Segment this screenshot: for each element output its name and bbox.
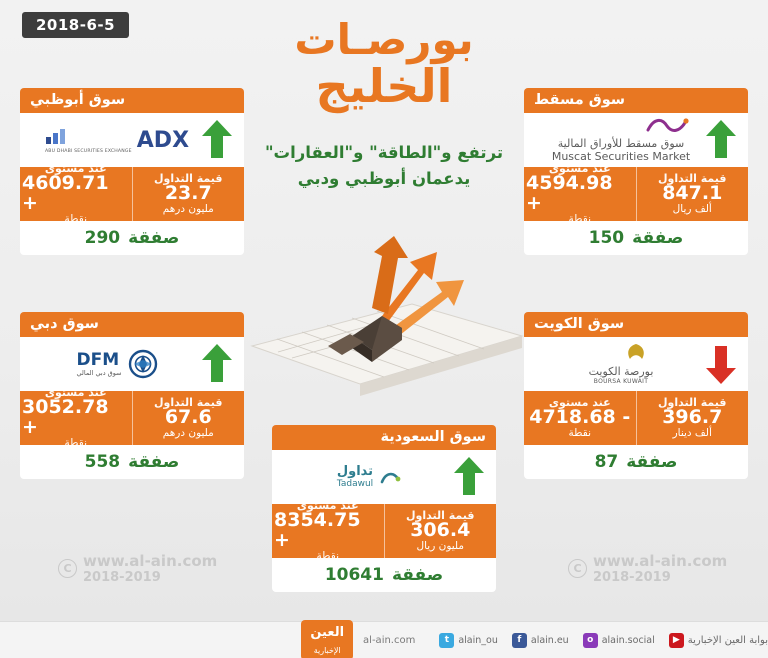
subheadline-line-1: ترتفع و"الطاقة" و"العقارات" xyxy=(264,143,504,162)
arrow-up-icon xyxy=(202,120,232,160)
facebook-icon: f xyxy=(512,633,527,648)
trade-value-saudi xyxy=(384,504,497,558)
index-level-unit: نقطة xyxy=(316,550,339,563)
trade-value-label: قيمة التداول xyxy=(154,171,223,185)
index-level-muscat xyxy=(524,161,636,226)
dfm-logo-mark xyxy=(128,349,158,379)
watermark-site: www.al-ain.com xyxy=(83,552,218,570)
trade-value-unit: مليون درهم xyxy=(162,427,214,440)
market-title-muscat: سوق مسقط xyxy=(524,88,748,113)
boursa-kuwait-logo xyxy=(536,344,706,384)
muscat-logo-mark xyxy=(644,116,690,134)
alain-logo-line-1: العين xyxy=(310,625,345,641)
index-level-number: 8354.75 + xyxy=(274,509,361,552)
arrow-up-icon xyxy=(706,120,736,160)
market-logo-row-kuwait xyxy=(524,337,748,391)
market-card-kuwait[interactable] xyxy=(524,312,748,479)
index-level-unit: نقطة xyxy=(568,427,591,440)
trade-value-dubai xyxy=(132,391,245,445)
index-level-number: 4718.68 - xyxy=(529,406,631,429)
headline-line-1: بورصـات xyxy=(294,15,474,64)
deals-count: 87 xyxy=(594,452,619,472)
tadawul-logo-line-1: تداول xyxy=(336,464,374,480)
trade-value-label: قيمة التداول xyxy=(154,395,223,409)
index-level-label: عند مستوى xyxy=(44,161,107,175)
dfm-logo-line-1: DFM xyxy=(76,350,120,371)
deals-count: 558 xyxy=(84,452,121,472)
alain-logo[interactable] xyxy=(301,620,353,658)
watermark-years: 2018-2019 xyxy=(593,570,671,585)
deals-row-dubai xyxy=(20,445,244,479)
social-links xyxy=(439,633,768,648)
deals-label: صفقة xyxy=(391,565,444,585)
index-level-unit: نقطة xyxy=(568,213,591,226)
watermark-site: www.al-ain.com xyxy=(593,552,728,570)
index-level-number: 4594.98 + xyxy=(526,172,613,215)
deals-row-muscat xyxy=(524,221,748,255)
deals-count: 290 xyxy=(84,228,121,248)
trade-value-kuwait xyxy=(636,391,749,445)
market-logo-row-muscat xyxy=(524,113,748,167)
kuwait-logo-line-2: BOURSA KUWAIT xyxy=(593,377,649,385)
muscat-securities-market-logo xyxy=(536,120,706,163)
index-level-unit: نقطة xyxy=(64,437,87,450)
index-level-label: عند مستوى xyxy=(548,395,611,409)
trade-value-label: قيمة التداول xyxy=(406,508,475,522)
market-card-dubai[interactable] xyxy=(20,312,244,479)
index-level-label: عند مستوى xyxy=(296,498,359,512)
copyright-icon: C xyxy=(58,559,77,578)
market-title-abudhabi: سوق أبوظبي xyxy=(20,88,244,113)
index-level-label: عند مستوى xyxy=(44,385,107,399)
market-title-saudi: سوق السعودية xyxy=(272,425,496,450)
trade-value-label: قيمة التداول xyxy=(658,395,727,409)
market-logo-row-saudi xyxy=(272,450,496,504)
watermark-left xyxy=(58,552,217,585)
trade-value-unit: مليون درهم xyxy=(162,203,214,216)
trade-value-label: قيمة التداول xyxy=(658,171,727,185)
growth-chart-illustration xyxy=(232,196,532,396)
deals-label: صفقة xyxy=(632,228,684,248)
deals-label: صفقة xyxy=(128,228,180,248)
adx-logo-line-2: ABU DHABI SECURITIES EXCHANGE xyxy=(44,149,132,155)
deals-count: 150 xyxy=(588,228,625,248)
tadawul-logo-line-2: Tadawul xyxy=(336,479,374,490)
market-card-abudhabi[interactable] xyxy=(20,88,244,255)
trade-value-number: 396.7 xyxy=(662,406,723,429)
deals-label: صفقة xyxy=(626,452,678,472)
tadawul-logo-mark xyxy=(379,466,401,488)
index-level-kuwait xyxy=(524,391,636,445)
social-item-twitter[interactable] xyxy=(439,633,498,648)
adx-logo-mark xyxy=(45,125,71,145)
deals-row-saudi xyxy=(272,558,496,592)
index-level-label: عند مستوى xyxy=(548,161,611,175)
index-level-saudi xyxy=(272,498,384,563)
index-level-unit: نقطة xyxy=(64,213,87,226)
deals-count: 10641 xyxy=(324,565,384,585)
footer-bar xyxy=(0,621,768,658)
social-handle-facebook: alain.eu xyxy=(530,634,569,646)
headline-line-2: الخليج xyxy=(315,59,453,114)
adx-logo xyxy=(32,120,202,160)
footer-site-url[interactable]: al-ain.com xyxy=(363,634,416,646)
index-level-abudhabi xyxy=(20,161,132,226)
trade-value-abudhabi xyxy=(132,167,245,221)
social-item-instagram[interactable] xyxy=(583,633,655,648)
tadawul-logo xyxy=(284,457,454,497)
social-item-youtube[interactable] xyxy=(669,633,768,648)
adx-logo-line-1: ADX xyxy=(136,127,190,153)
market-logo-row-dubai xyxy=(20,337,244,391)
copyright-icon: C xyxy=(568,559,587,578)
market-values-dubai xyxy=(20,385,244,450)
footer-brand xyxy=(301,620,415,658)
twitter-icon: t xyxy=(439,633,454,648)
market-values-muscat xyxy=(524,161,748,226)
youtube-icon: ▶ xyxy=(669,633,684,648)
arrow-down-icon xyxy=(706,344,736,384)
social-item-facebook[interactable] xyxy=(512,633,569,648)
trade-value-number: 847.1 xyxy=(662,182,723,205)
index-level-number: 4609.71 + xyxy=(22,172,109,215)
arrow-up-icon xyxy=(202,344,232,384)
date-badge: 2018-6-5 xyxy=(22,12,129,38)
muscat-logo-line-1: سوق مسقط للأوراق المالية xyxy=(557,137,685,151)
arrow-up-icon xyxy=(454,457,484,497)
deals-label: صفقة xyxy=(128,452,180,472)
trade-value-unit: ألف ريال xyxy=(672,203,712,216)
instagram-icon: o xyxy=(583,633,598,648)
trade-value-number: 67.6 xyxy=(164,406,212,429)
social-handle-youtube: بوابة العين الإخبارية xyxy=(687,634,768,646)
index-level-number: 3052.78 + xyxy=(22,396,109,439)
deals-row-abudhabi xyxy=(20,221,244,255)
trade-value-number: 306.4 xyxy=(410,519,471,542)
trade-value-unit: مليون ريال xyxy=(416,540,465,553)
watermark-years: 2018-2019 xyxy=(83,570,161,585)
deals-row-kuwait xyxy=(524,445,748,479)
market-card-saudi[interactable] xyxy=(272,425,496,592)
boursa-kuwait-logo-mark xyxy=(619,342,653,362)
social-handle-instagram: alain.social xyxy=(601,634,655,646)
trade-value-muscat xyxy=(636,167,749,221)
kuwait-logo-line-1: بورصة الكويت xyxy=(588,365,654,379)
dfm-logo-line-2: سوق دبي المالي xyxy=(76,369,122,378)
market-values-saudi xyxy=(272,498,496,563)
market-logo-row-abudhabi xyxy=(20,113,244,167)
market-title-dubai: سوق دبي xyxy=(20,312,244,337)
trade-value-unit: ألف دينار xyxy=(672,427,712,440)
market-card-muscat[interactable] xyxy=(524,88,748,255)
alain-logo-line-2: الإخبارية xyxy=(313,646,341,655)
watermark-right xyxy=(568,552,727,585)
market-values-kuwait xyxy=(524,391,748,445)
dfm-logo xyxy=(32,344,202,384)
social-handle-twitter: alain_ou xyxy=(458,634,498,646)
subheadline-line-2: يدعمان أبوظبي ودبي xyxy=(297,168,471,188)
index-level-dubai xyxy=(20,385,132,450)
muscat-logo-line-2: Muscat Securities Market xyxy=(551,150,691,163)
market-title-kuwait: سوق الكويت xyxy=(524,312,748,337)
trade-value-number: 23.7 xyxy=(164,182,212,205)
market-values-abudhabi xyxy=(20,161,244,226)
